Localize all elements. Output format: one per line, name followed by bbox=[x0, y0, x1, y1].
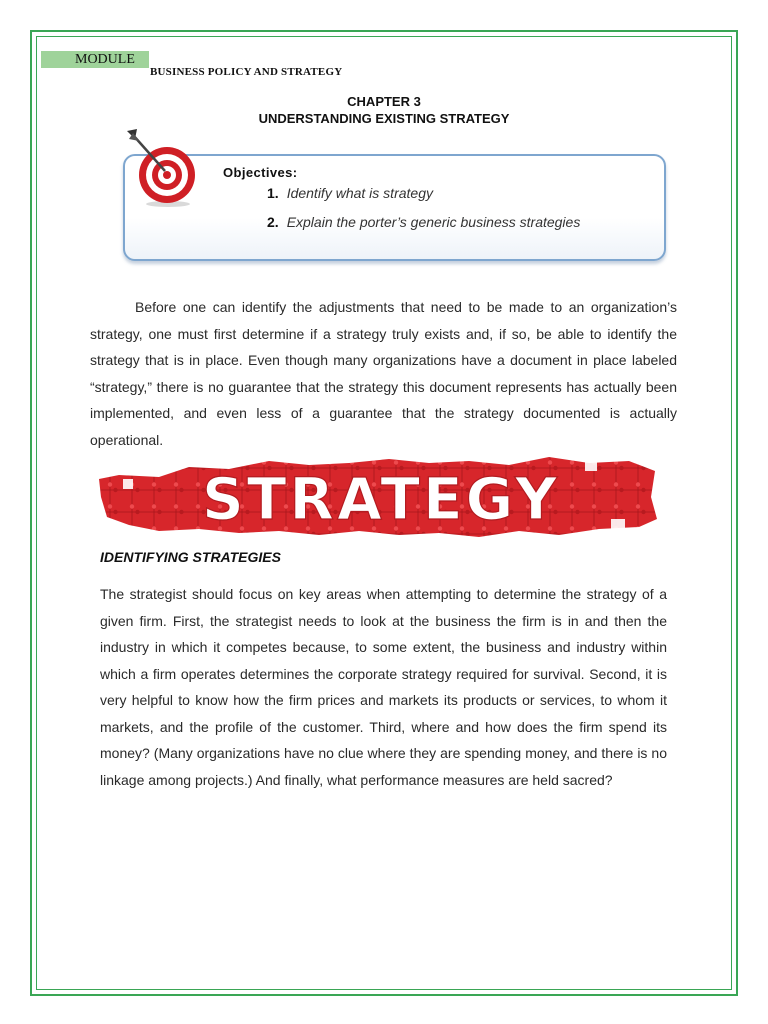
banner-word: STRATEGY bbox=[202, 465, 560, 533]
objective-item bbox=[267, 185, 433, 201]
objective-number: 2. bbox=[267, 214, 279, 230]
dart-target-icon bbox=[125, 127, 199, 207]
chapter-number: CHAPTER 3 bbox=[347, 94, 421, 109]
objective-item bbox=[267, 214, 580, 230]
strategy-puzzle-banner bbox=[99, 457, 659, 539]
objectives-title: Objectives: bbox=[223, 165, 298, 180]
module-label: MODULE bbox=[41, 51, 149, 68]
intro-paragraph: Before one can identify the adjustments that need to be made to an organization’s strategy, one must first determine if a strategy truly exists and, if so, be able to identify the strategy that is in place. Even though many organizations have a document in place labeled “strategy,” there is no guarantee that the strategy this document represents has actually been implemented, and even less of a guarantee that the strategy documented is actually operational. bbox=[90, 299, 677, 448]
objective-number: 1. bbox=[267, 185, 279, 201]
chapter-title: UNDERSTANDING EXISTING STRATEGY bbox=[258, 111, 510, 126]
objective-text: Identify what is strategy bbox=[286, 185, 433, 201]
module-subject: BUSINESS POLICY AND STRATEGY bbox=[150, 66, 343, 78]
objectives-box bbox=[123, 154, 666, 261]
section-heading: IDENTIFYING STRATEGIES bbox=[100, 549, 281, 565]
objective-text: Explain the porter’s generic business strategies bbox=[286, 214, 581, 230]
section-body: The strategist should focus on key areas when attempting to determine the strategy of a given firm. First, the strategist needs to look at the business the firm is in and then the industry in which it competes because, to some extent, the business and industry within which a firm operates determines the corporate strategy required for survival. Second, it is very helpful to know how the firm prices and markets its products or services, to whom it markets, and the profile of the customer. Third, where and how does the firm spend its money? (Many organizations have no clue where they are spending money, and there is no linkage among projects.) And finally, what performance measures are held sacred? bbox=[100, 586, 667, 788]
